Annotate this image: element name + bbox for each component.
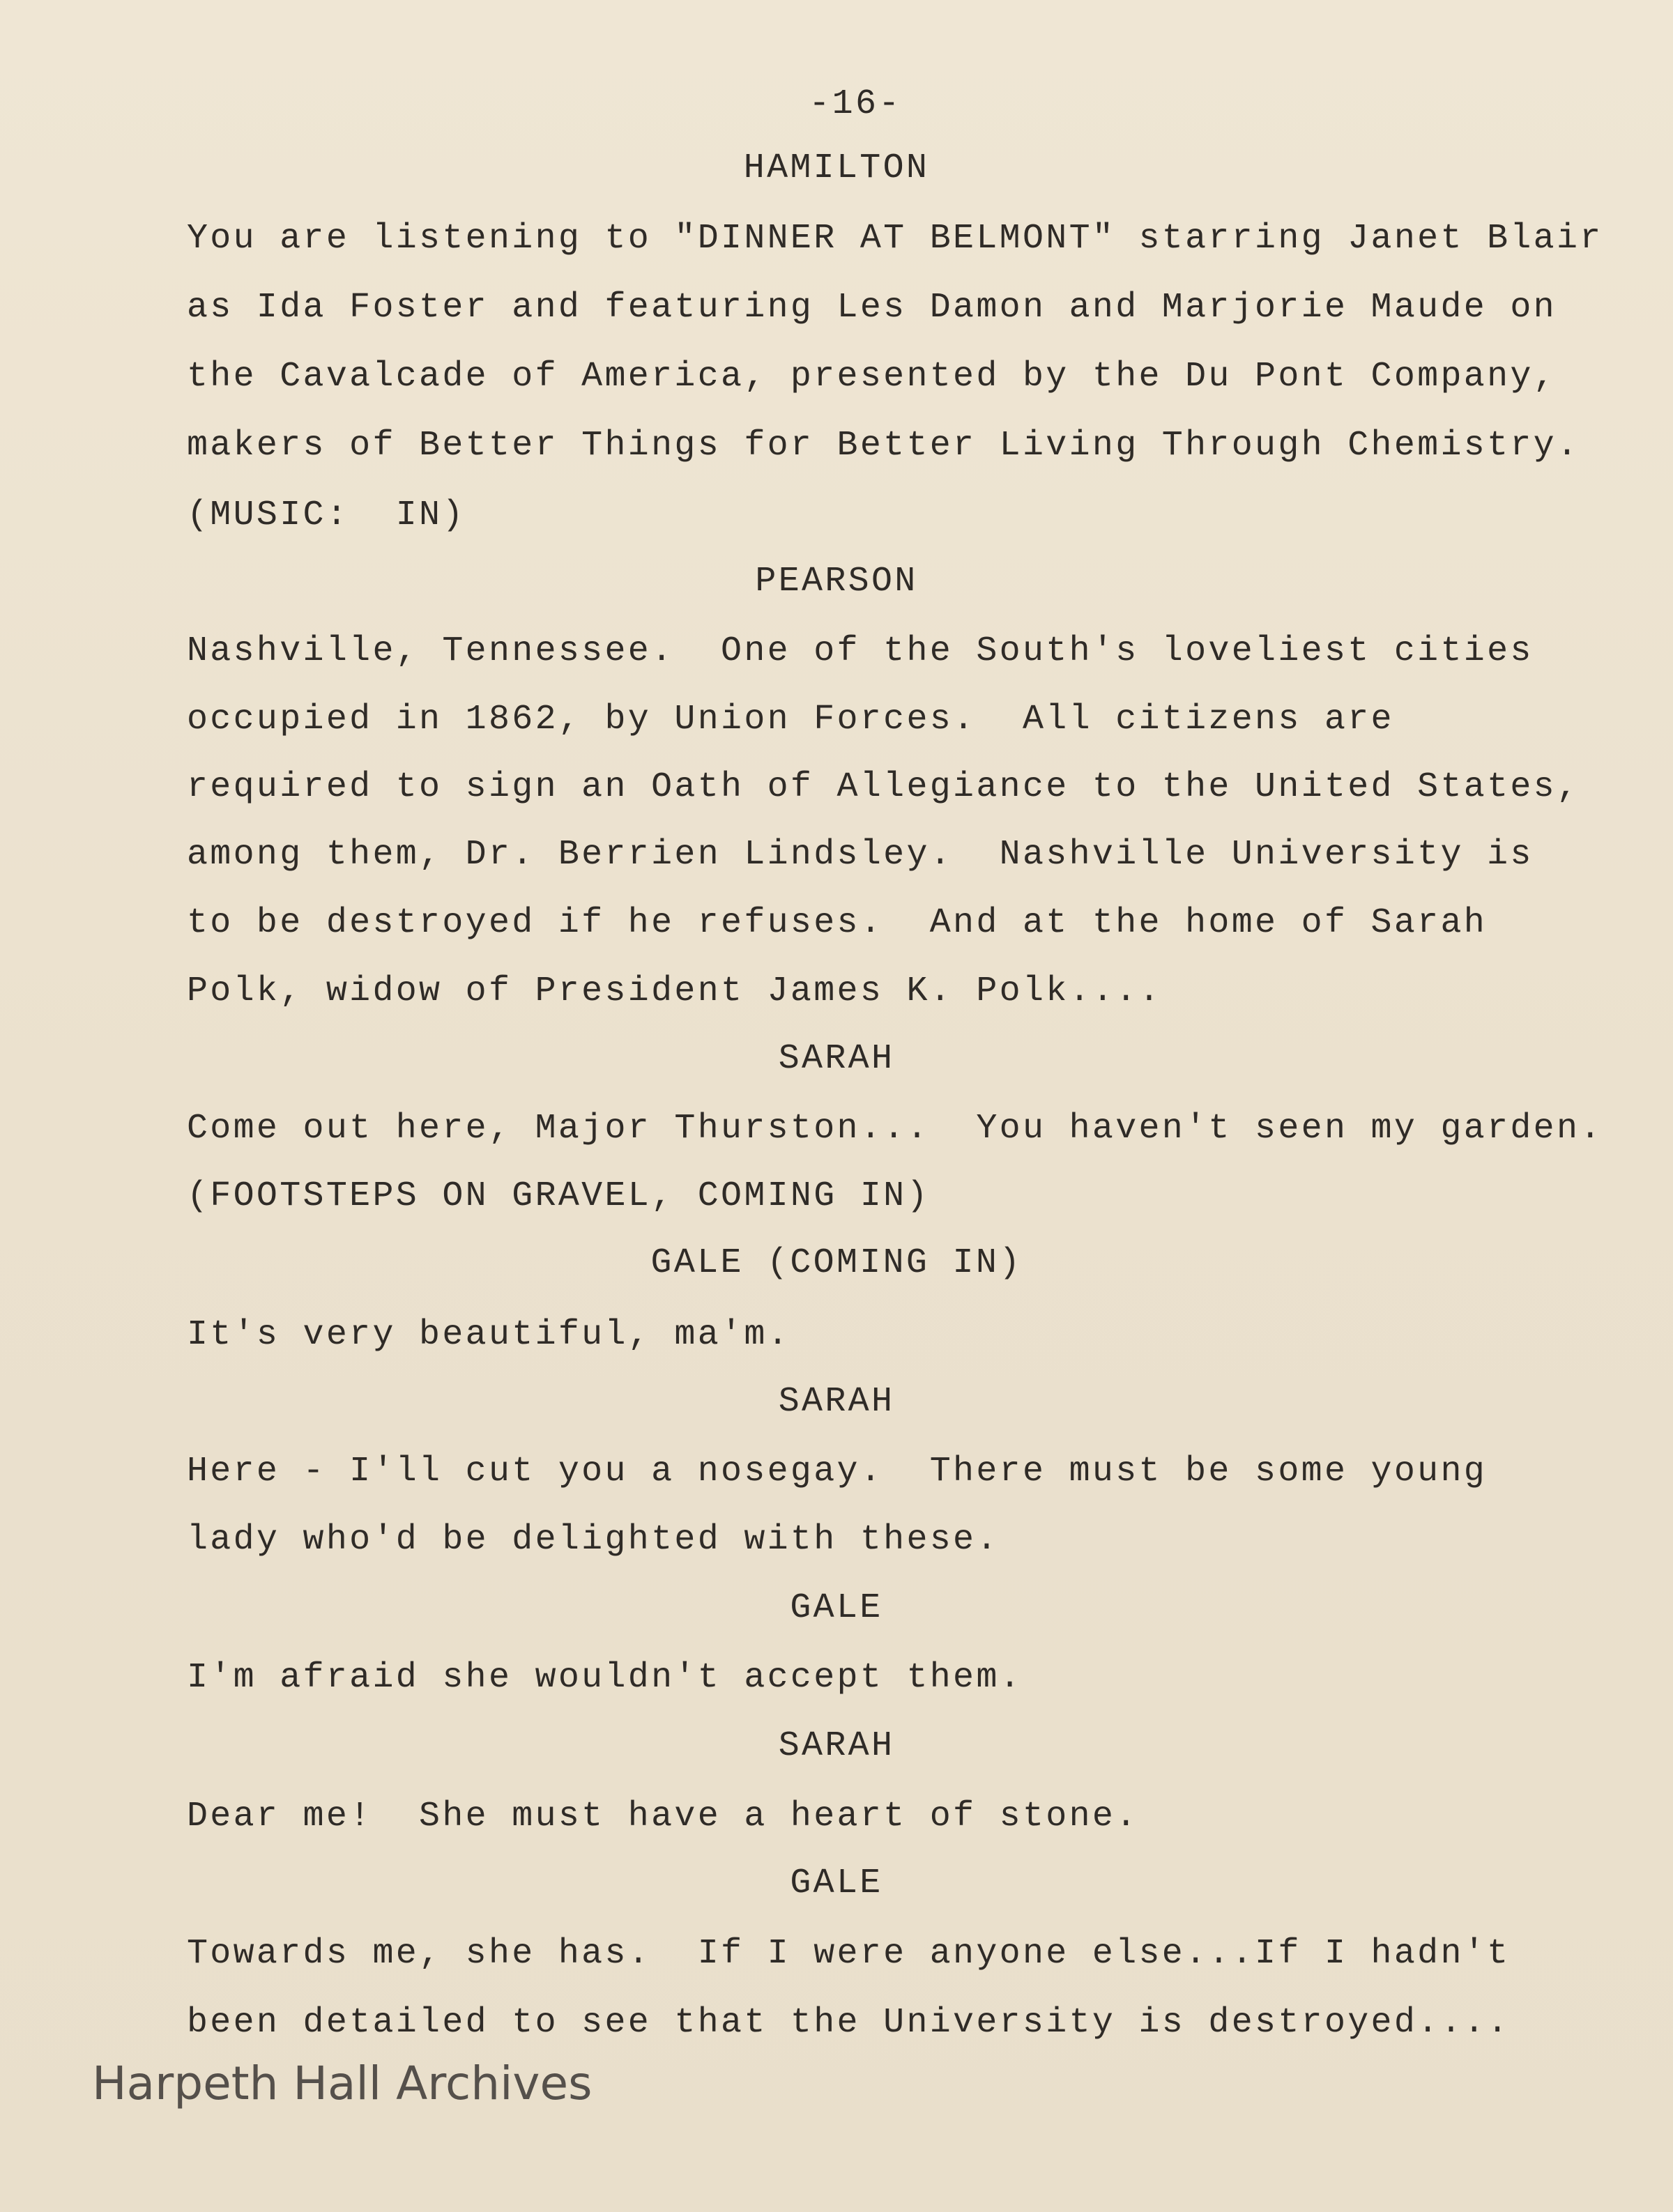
dialogue-line: Nashville, Tennessee. One of the South's loveliest cities bbox=[187, 631, 1534, 671]
speaker-hamilton: HAMILTON bbox=[743, 148, 930, 188]
dialogue-line: among them, Dr. Berrien Lindsley. Nashville University is bbox=[187, 835, 1534, 875]
speaker-pearson: PEARSON bbox=[755, 562, 918, 601]
speaker-sarah: SARAH bbox=[778, 1382, 895, 1422]
dialogue-line: Dear me! She must have a heart of stone. bbox=[187, 1797, 1139, 1836]
sound-cue: (MUSIC: IN) bbox=[187, 496, 466, 535]
dialogue-line: makers of Better Things for Better Living Through Chemistry. bbox=[187, 426, 1580, 466]
dialogue-line: occupied in 1862, by Union Forces. All citizens are bbox=[187, 700, 1394, 739]
dialogue-line: as Ida Foster and featuring Les Damon and Marjorie Maude on bbox=[187, 288, 1557, 328]
dialogue-line: Come out here, Major Thurston... You haven't seen my garden. bbox=[187, 1109, 1603, 1149]
sound-cue: (FOOTSTEPS ON GRAVEL, COMING IN) bbox=[187, 1176, 930, 1216]
archive-watermark: Harpeth Hall Archives bbox=[92, 2057, 593, 2110]
dialogue-line: You are listening to "DINNER AT BELMONT" starring Janet Blair bbox=[187, 219, 1603, 259]
dialogue-line: Polk, widow of President James K. Polk.... bbox=[187, 971, 1162, 1011]
dialogue-line: been detailed to see that the University is destroyed.... bbox=[187, 2003, 1511, 2043]
dialogue-line: I'm afraid she wouldn't accept them. bbox=[187, 1658, 1023, 1698]
speaker-gale: GALE (COMING IN) bbox=[650, 1243, 1023, 1283]
dialogue-line: lady who'd be delighted with these. bbox=[187, 1520, 1000, 1560]
dialogue-line: required to sign an Oath of Allegiance to the United States, bbox=[187, 767, 1580, 807]
speaker-gale: GALE bbox=[790, 1588, 883, 1628]
dialogue-line: Towards me, she has. If I were anyone else...If I hadn't bbox=[187, 1934, 1511, 1974]
page-number: -16- bbox=[809, 84, 902, 124]
dialogue-line: It's very beautiful, ma'm. bbox=[187, 1315, 790, 1355]
dialogue-line: Here - I'll cut you a nosegay. There must be some young bbox=[187, 1452, 1488, 1491]
speaker-sarah: SARAH bbox=[778, 1039, 895, 1079]
dialogue-line: the Cavalcade of America, presented by the Du Pont Company, bbox=[187, 357, 1557, 397]
speaker-sarah: SARAH bbox=[778, 1726, 895, 1766]
dialogue-line: to be destroyed if he refuses. And at the home of Sarah bbox=[187, 903, 1488, 943]
speaker-gale: GALE bbox=[790, 1864, 883, 1903]
